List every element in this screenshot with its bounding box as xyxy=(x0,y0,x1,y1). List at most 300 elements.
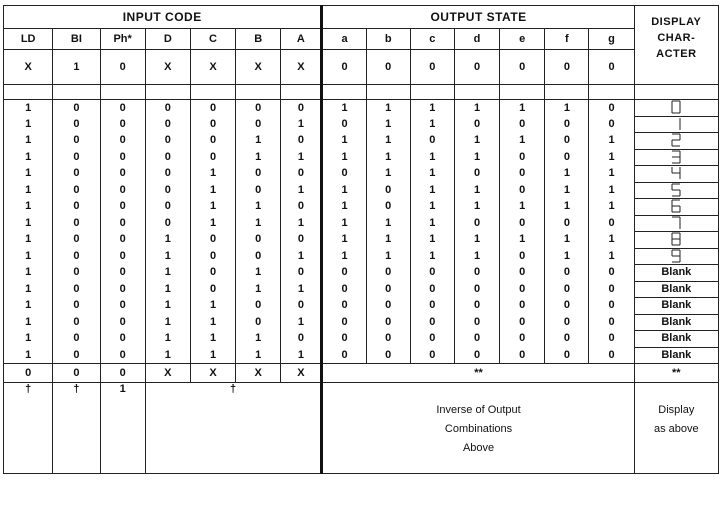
table-cell: 0 xyxy=(190,232,235,249)
table-row xyxy=(4,265,719,282)
table-cell: 0 xyxy=(322,298,366,315)
table-cell: 1 xyxy=(281,248,322,265)
table-cell: 0 xyxy=(100,248,145,265)
table-cell: 1 xyxy=(410,248,454,265)
inverse-line-3: Above xyxy=(462,442,495,454)
table-cell: 1 xyxy=(281,215,322,232)
table-cell: 1 xyxy=(4,314,53,331)
column-header-c: c xyxy=(410,29,454,50)
table-cell: 0 xyxy=(53,133,100,150)
table-cell: 0 xyxy=(322,314,366,331)
table-cell: 1 xyxy=(190,314,235,331)
table-cell: 0 xyxy=(145,215,190,232)
display-character-cell xyxy=(634,182,718,199)
display-character-cell: Blank xyxy=(634,281,718,298)
table-cell: 0 xyxy=(589,281,634,298)
table-cell: 0 xyxy=(322,166,366,183)
table-cell: 0 xyxy=(190,116,235,133)
table-cell: 1 xyxy=(589,133,634,150)
table-cell: 0 xyxy=(410,133,454,150)
table-cell: 0 xyxy=(53,347,100,364)
table-cell: 1 xyxy=(190,298,235,315)
display-character-cell xyxy=(634,248,718,265)
table-cell: 0 xyxy=(236,248,281,265)
table-cell: 1 xyxy=(366,149,410,166)
table-cell: 1 xyxy=(545,182,589,199)
table-cell: 1 xyxy=(322,100,366,117)
table-row xyxy=(4,215,719,232)
table-cell: 0 xyxy=(190,265,235,282)
table-cell: 0 xyxy=(500,149,545,166)
latch-input-cell: X xyxy=(236,364,281,383)
table-cell: 1 xyxy=(4,232,53,249)
table-row xyxy=(4,116,719,133)
table-cell: 0 xyxy=(53,215,100,232)
table-cell: 1 xyxy=(545,232,589,249)
display-character-cell xyxy=(634,215,718,232)
table-cell: 0 xyxy=(322,265,366,282)
table-cell: 0 xyxy=(281,166,322,183)
table-cell: 1 xyxy=(410,199,454,216)
table-row xyxy=(4,199,719,216)
table-cell: 0 xyxy=(100,100,145,117)
table-row xyxy=(4,100,719,117)
table-cell: 1 xyxy=(4,149,53,166)
table-cell: 0 xyxy=(500,331,545,348)
latch-input-cell: X xyxy=(145,364,190,383)
table-cell: 0 xyxy=(281,100,322,117)
latch-input-cell: X xyxy=(281,364,322,383)
table-cell: 0 xyxy=(366,331,410,348)
table-cell: 1 xyxy=(4,331,53,348)
table-cell: 1 xyxy=(145,248,190,265)
table-cell: 0 xyxy=(366,281,410,298)
dagger-row xyxy=(4,383,719,474)
table-cell: 0 xyxy=(53,182,100,199)
dont-care-cell: X xyxy=(236,50,281,85)
table-cell: 1 xyxy=(236,331,281,348)
seven-segment-digit-8 xyxy=(670,232,682,246)
table-cell: 0 xyxy=(545,149,589,166)
table-cell: 0 xyxy=(410,314,454,331)
latch-input-cell: 0 xyxy=(4,364,53,383)
table-cell: 0 xyxy=(500,265,545,282)
table-cell: 0 xyxy=(545,314,589,331)
seven-segment-digit-6 xyxy=(670,199,682,213)
table-cell: 0 xyxy=(410,331,454,348)
table-cell: 1 xyxy=(4,182,53,199)
dont-care-cell: 0 xyxy=(500,50,545,85)
table-cell: 1 xyxy=(190,166,235,183)
table-cell: 0 xyxy=(100,182,145,199)
display-character-cell xyxy=(634,133,718,150)
table-row xyxy=(4,281,719,298)
column-header-c: C xyxy=(190,29,235,50)
table-cell: 1 xyxy=(500,100,545,117)
table-cell: 1 xyxy=(545,199,589,216)
dagger-dcba: † xyxy=(145,383,322,474)
table-cell: 1 xyxy=(410,116,454,133)
inverse-output-cell xyxy=(322,383,634,474)
display-character-cell xyxy=(634,199,718,216)
table-cell: 0 xyxy=(454,116,499,133)
table-cell: 0 xyxy=(589,331,634,348)
latch-row xyxy=(4,364,719,383)
table-cell: 1 xyxy=(4,281,53,298)
table-cell: 0 xyxy=(366,182,410,199)
table-cell: 0 xyxy=(100,116,145,133)
column-header-row xyxy=(4,29,719,50)
table-cell: 0 xyxy=(53,298,100,315)
latch-input-cell: 0 xyxy=(100,364,145,383)
table-cell: 0 xyxy=(100,331,145,348)
table-cell: 0 xyxy=(53,281,100,298)
table-cell: 0 xyxy=(53,248,100,265)
table-cell: 1 xyxy=(4,347,53,364)
table-cell: 1 xyxy=(454,100,499,117)
table-cell: 1 xyxy=(236,199,281,216)
output-state-header: OUTPUT STATE xyxy=(322,6,634,29)
table-cell: 1 xyxy=(4,248,53,265)
display-header-line-3: ACTER xyxy=(656,48,697,60)
table-cell: 1 xyxy=(366,248,410,265)
table-cell: 0 xyxy=(322,347,366,364)
table-cell: 1 xyxy=(454,199,499,216)
table-cell: 1 xyxy=(366,166,410,183)
table-cell: 0 xyxy=(236,100,281,117)
table-cell: 1 xyxy=(4,215,53,232)
table-cell: 0 xyxy=(53,331,100,348)
table-cell: 0 xyxy=(589,100,634,117)
seven-segment-digit-2 xyxy=(670,133,682,147)
table-cell: 0 xyxy=(100,347,145,364)
table-cell: 0 xyxy=(53,116,100,133)
dagger-ld: † xyxy=(4,383,53,474)
table-cell: 0 xyxy=(236,314,281,331)
display-as-above-line-1: Display xyxy=(658,404,695,416)
table-cell: 1 xyxy=(236,281,281,298)
dont-care-cell: 0 xyxy=(545,50,589,85)
table-cell: 1 xyxy=(589,182,634,199)
table-cell: 0 xyxy=(545,116,589,133)
dagger-ph: 1 xyxy=(100,383,145,474)
dont-care-cell: X xyxy=(281,50,322,85)
column-header-d: D xyxy=(145,29,190,50)
table-cell: 0 xyxy=(190,149,235,166)
table-cell: 0 xyxy=(545,133,589,150)
table-cell: 0 xyxy=(454,314,499,331)
table-cell: 0 xyxy=(100,265,145,282)
seven-segment-digit-5 xyxy=(670,183,682,197)
table-cell: 1 xyxy=(410,100,454,117)
table-cell: 1 xyxy=(366,133,410,150)
table-cell: 0 xyxy=(145,149,190,166)
display-character-cell: Blank xyxy=(634,298,718,315)
seven-segment-digit-4 xyxy=(670,166,682,180)
table-cell: 1 xyxy=(4,133,53,150)
table-cell: 1 xyxy=(4,298,53,315)
table-cell: 1 xyxy=(145,265,190,282)
table-row xyxy=(4,314,719,331)
table-cell: 0 xyxy=(454,166,499,183)
display-character-cell xyxy=(634,166,718,183)
table-cell: 0 xyxy=(145,182,190,199)
table-cell: 0 xyxy=(410,347,454,364)
table-cell: 1 xyxy=(545,248,589,265)
table-cell: 1 xyxy=(281,116,322,133)
input-code-header: INPUT CODE xyxy=(4,6,322,29)
table-cell: 0 xyxy=(281,232,322,249)
table-cell: 0 xyxy=(145,116,190,133)
dont-care-cell: X xyxy=(145,50,190,85)
table-cell: 0 xyxy=(53,314,100,331)
table-row xyxy=(4,298,719,315)
table-cell: 0 xyxy=(53,149,100,166)
table-cell: 1 xyxy=(589,248,634,265)
table-cell: 0 xyxy=(100,166,145,183)
table-cell: 0 xyxy=(589,298,634,315)
column-header-g: g xyxy=(589,29,634,50)
table-cell: 0 xyxy=(454,281,499,298)
table-cell: 0 xyxy=(53,265,100,282)
display-character-cell: Blank xyxy=(634,347,718,364)
table-cell: 0 xyxy=(100,232,145,249)
seven-segment-digit-9 xyxy=(670,249,682,263)
table-cell: 1 xyxy=(281,149,322,166)
display-character-cell xyxy=(634,149,718,166)
table-cell: 1 xyxy=(366,232,410,249)
table-cell: 1 xyxy=(366,100,410,117)
dont-care-cell: X xyxy=(190,50,235,85)
table-cell: 0 xyxy=(236,116,281,133)
latch-input-cell: 0 xyxy=(53,364,100,383)
dont-care-cell: 0 xyxy=(454,50,499,85)
inverse-line-2: Combinations xyxy=(444,423,513,435)
table-cell: 1 xyxy=(190,182,235,199)
table-cell: 1 xyxy=(545,166,589,183)
table-cell: 0 xyxy=(366,314,410,331)
table-row xyxy=(4,232,719,249)
truth-table xyxy=(3,5,719,474)
table-cell: 0 xyxy=(545,215,589,232)
display-character-cell xyxy=(634,100,718,117)
table-cell: 0 xyxy=(454,347,499,364)
table-cell: 1 xyxy=(589,166,634,183)
table-cell: 0 xyxy=(500,248,545,265)
table-cell: 0 xyxy=(589,314,634,331)
table-cell: 1 xyxy=(236,149,281,166)
table-cell: 0 xyxy=(100,281,145,298)
table-row xyxy=(4,182,719,199)
table-cell: 0 xyxy=(100,199,145,216)
table-cell: 0 xyxy=(454,215,499,232)
table-cell: 0 xyxy=(545,331,589,348)
column-header-bi: BI xyxy=(53,29,100,50)
table-cell: 0 xyxy=(190,133,235,150)
dont-care-cell: 0 xyxy=(100,50,145,85)
table-cell: 0 xyxy=(53,232,100,249)
table-cell: 1 xyxy=(322,199,366,216)
table-cell: 1 xyxy=(366,116,410,133)
table-cell: 0 xyxy=(589,215,634,232)
table-cell: 1 xyxy=(145,347,190,364)
display-character-cell: Blank xyxy=(634,265,718,282)
spacer-row xyxy=(4,85,719,100)
table-cell: 0 xyxy=(366,298,410,315)
inverse-line-1: Inverse of Output xyxy=(436,404,521,416)
table-cell: 0 xyxy=(190,248,235,265)
table-cell: 0 xyxy=(366,265,410,282)
display-character-cell xyxy=(634,232,718,249)
data-rows xyxy=(4,100,719,364)
latch-display-cell: ** xyxy=(634,364,718,383)
table-cell: 1 xyxy=(236,347,281,364)
table-cell: 1 xyxy=(281,347,322,364)
table-cell: 0 xyxy=(500,281,545,298)
table-cell: 0 xyxy=(410,265,454,282)
table-cell: 1 xyxy=(4,199,53,216)
table-cell: 0 xyxy=(190,281,235,298)
table-cell: 0 xyxy=(322,281,366,298)
column-header-a: a xyxy=(322,29,366,50)
dont-care-cell: 0 xyxy=(410,50,454,85)
table-cell: 0 xyxy=(589,265,634,282)
table-cell: 1 xyxy=(589,232,634,249)
table-cell: 0 xyxy=(53,166,100,183)
table-cell: 0 xyxy=(500,116,545,133)
table-cell: 1 xyxy=(322,215,366,232)
table-cell: 1 xyxy=(410,166,454,183)
table-cell: 1 xyxy=(454,182,499,199)
table-cell: 0 xyxy=(500,182,545,199)
dont-care-cell: 0 xyxy=(322,50,366,85)
table-cell: 0 xyxy=(281,265,322,282)
table-cell: 1 xyxy=(454,232,499,249)
table-cell: 0 xyxy=(545,265,589,282)
dont-care-cell: 0 xyxy=(366,50,410,85)
table-cell: 1 xyxy=(236,133,281,150)
table-row xyxy=(4,248,719,265)
table-cell: 1 xyxy=(322,248,366,265)
table-cell: 1 xyxy=(500,199,545,216)
table-cell: 1 xyxy=(281,314,322,331)
column-header-b: b xyxy=(366,29,410,50)
display-character-cell: Blank xyxy=(634,314,718,331)
table-cell: 1 xyxy=(145,298,190,315)
table-cell: 0 xyxy=(236,166,281,183)
table-cell: 1 xyxy=(410,215,454,232)
column-header-d: d xyxy=(454,29,499,50)
display-header-line-2: CHAR- xyxy=(657,32,696,44)
display-character-cell xyxy=(634,116,718,133)
table-cell: 0 xyxy=(500,314,545,331)
table-cell: 1 xyxy=(322,182,366,199)
table-cell: 0 xyxy=(589,116,634,133)
table-cell: 1 xyxy=(366,215,410,232)
table-cell: 1 xyxy=(145,314,190,331)
seven-segment-digit-0 xyxy=(670,100,682,114)
display-as-above-line-2: as above xyxy=(653,423,699,435)
table-cell: 0 xyxy=(454,298,499,315)
table-cell: 1 xyxy=(145,232,190,249)
seven-segment-digit-3 xyxy=(670,150,682,164)
table-cell: 0 xyxy=(545,281,589,298)
table-cell: 0 xyxy=(589,347,634,364)
table-cell: 1 xyxy=(322,232,366,249)
seven-segment-digit-1 xyxy=(670,117,682,131)
latch-output-cell: ** xyxy=(322,364,634,383)
table-cell: 0 xyxy=(53,199,100,216)
table-cell: 0 xyxy=(454,331,499,348)
table-cell: 0 xyxy=(322,331,366,348)
table-cell: 0 xyxy=(366,347,410,364)
table-cell: 1 xyxy=(545,100,589,117)
table-cell: 0 xyxy=(410,298,454,315)
table-cell: 0 xyxy=(454,265,499,282)
display-character-cell: Blank xyxy=(634,331,718,348)
table-cell: 1 xyxy=(410,232,454,249)
table-row xyxy=(4,149,719,166)
table-cell: 0 xyxy=(236,298,281,315)
table-cell: 0 xyxy=(100,133,145,150)
table-cell: 0 xyxy=(145,100,190,117)
table-cell: 1 xyxy=(145,281,190,298)
table-row xyxy=(4,166,719,183)
table-cell: 1 xyxy=(589,149,634,166)
table-cell: 1 xyxy=(236,265,281,282)
table-cell: 0 xyxy=(236,232,281,249)
table-cell: 0 xyxy=(145,199,190,216)
table-cell: 0 xyxy=(545,347,589,364)
table-cell: 0 xyxy=(366,199,410,216)
dont-care-cell: X xyxy=(4,50,53,85)
column-header-a: A xyxy=(281,29,322,50)
table-cell: 1 xyxy=(589,199,634,216)
table-cell: 0 xyxy=(500,298,545,315)
table-cell: 0 xyxy=(100,298,145,315)
column-header-ph-star: Ph* xyxy=(100,29,145,50)
table-cell: 1 xyxy=(322,149,366,166)
column-header-ld: LD xyxy=(4,29,53,50)
table-cell: 0 xyxy=(100,314,145,331)
table-cell: 1 xyxy=(4,100,53,117)
table-cell: 0 xyxy=(100,149,145,166)
table-cell: 1 xyxy=(190,347,235,364)
table-cell: 1 xyxy=(410,182,454,199)
table-cell: 1 xyxy=(4,265,53,282)
dont-care-cell: 1 xyxy=(53,50,100,85)
table-cell: 1 xyxy=(281,182,322,199)
table-cell: 1 xyxy=(454,248,499,265)
table-row xyxy=(4,347,719,364)
display-as-above-cell xyxy=(634,383,718,474)
table-cell: 1 xyxy=(500,133,545,150)
table-cell: 0 xyxy=(145,166,190,183)
table-cell: 0 xyxy=(281,331,322,348)
table-cell: 0 xyxy=(53,100,100,117)
column-header-e: e xyxy=(500,29,545,50)
table-cell: 1 xyxy=(281,281,322,298)
table-cell: 0 xyxy=(236,182,281,199)
table-row xyxy=(4,331,719,348)
seven-segment-digit-7 xyxy=(670,216,682,230)
table-cell: 0 xyxy=(500,166,545,183)
table-cell: 1 xyxy=(500,232,545,249)
table-cell: 1 xyxy=(236,215,281,232)
table-cell: 0 xyxy=(500,215,545,232)
table-cell: 1 xyxy=(190,199,235,216)
table-cell: 0 xyxy=(322,116,366,133)
